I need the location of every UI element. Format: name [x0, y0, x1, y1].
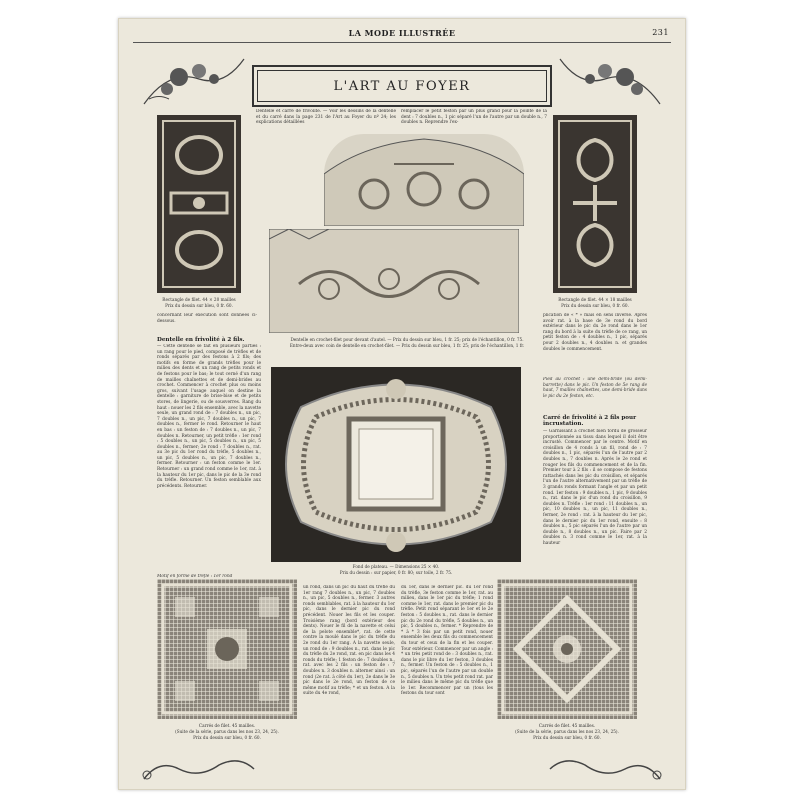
magazine-title: LA MODE ILLUSTRÉE	[348, 28, 456, 38]
caption-square-left-price: Prix du dessin sur bleu, 0 fr. 60.	[193, 735, 261, 740]
caption-center-2: Entre-deux avec coin de dentelle en crochet-filet. — Prix du dessin sur bleu, 1 fr. 25; prix de l'échantillon, 1 fr.	[289, 343, 525, 348]
section-title-box	[252, 65, 552, 107]
altar-lace-image	[324, 134, 524, 226]
bottom-ornament-left	[139, 755, 259, 783]
caption-tray-2: Prix du dessin : sur papier, 0 fr. 80; sur toile, 2 fr. 75.	[339, 570, 453, 575]
caption-square-left: Carrés de filet. 45 mailles.	[198, 723, 256, 728]
caption-square-left-series: (Suite de la série, parus dans les nos 23, 24, 25).	[175, 729, 279, 734]
caption-tray-1: Fond de plateau. — Dimensions 25 × 40.	[352, 564, 440, 569]
header-rule	[133, 42, 671, 43]
filet-square-left-image	[157, 579, 297, 719]
right-crochet-text: Pied au crochet : une demi-bride (ou demi-barrette) dans le pic. Un feston de 5e rang de haut, 7 mailles chaînettes, une demi-bride dans le pic du 2e feston, etc.	[543, 377, 647, 399]
intro-text-col1: Dentelle et carré de frivolité. — Voir les dessins de la dentelle et du carré dans la page 231 de l'Art au Foyer du nº 24; les explications détaillées	[256, 109, 396, 126]
filet-square-right-image	[497, 579, 637, 719]
right-top-text: plication de « * » mais en sens inverse. Après avoir rat. à la base de 3e rond du bord extérieur dans le pic du 2e rond dans le 1er rang du bord à la suite du trèfle de ce rang, un petit feston de : 4 doubles n., 1 pic, séparés pour 2 doubles n., 4 doubles n. et grandes doubles le commencement.	[543, 313, 647, 352]
left-after-text: concernant leur exécution sont données ci-dessous.	[157, 313, 257, 324]
motif-trefle-text: Motif en forme de trèfle : 1er rond	[157, 574, 233, 579]
intro-text-col2: remplacer le petit feston par un plus grand pour la pointe de la dent : 7 doubles n., 1 pic séparé l'un de l'autre par un double n., 7 doubles n. Reprendre l'ex-	[401, 109, 547, 126]
caption-square-right-price: Prix du dessin sur bleu, 0 fr. 60.	[533, 735, 601, 740]
section-title: L'ART AU FOYER	[333, 78, 471, 94]
caption-square-right-series: (Suite de la série, parus dans les nos 23, 24, 25).	[515, 729, 619, 734]
insertion-lace-image	[269, 229, 519, 333]
caption-rect-left: Rectangle de filet. 44 × 20 mailles	[162, 297, 236, 302]
heading-carre-frivolite: Carré de frivolité à 2 fils pour incrustation.	[543, 415, 637, 428]
floral-ornament-left	[139, 49, 249, 107]
magazine-page	[118, 18, 686, 790]
caption-rect-left-price: Prix du dessin sur bleu, 0 fr. 60.	[165, 303, 233, 308]
caption-square-right: Carrés de filet. 45 mailles.	[538, 723, 596, 728]
bottom-text-col2: du 1er, dans le dernier pic. du 1er rond du trèfle, 3e feston comme le 1er, rat. au milieu, dans le 1er pic du trèfle; 1 rond comme le 1er, rat. dans le premier pic du trèfle. Petit rond séparant le 1er et le 2e feston : 5 doubles n., rat. dans le dernier pic du 2e rond du trèfle, 5 doubles n., un pic, 5 doubles n., fermer. * Reprendre de * à * 3 fois par un petit rond, nouer ensemble les deux fils du commencement du tour et ceux de la fin et les couper. Tour extérieur. Commencer par un angle : * un très petit rond de : 3 doubles n., rat. dans le pic libre du 1er feston, 3 doubles n., fermer. Un feston de : 5 doubles n., 1 pic, séparés l'un de l'autre par un double n., 5 doubles n. Un très petit rond rat. par le milieu dans le même pic du trèfle que le 1er. Recommencer par un (tous les festons du tour sont	[401, 585, 493, 697]
filet-rectangle-left-image	[157, 115, 241, 293]
bottom-text-col1: un rond, dans un pic du haut du trèfle du 1er rang 7 doubles n., un pic, 7 doubles n., un pic, 5 doubles n., fermer. 3 autres ronds semblables, rat. à la hauteur du 1er pic, dans le dernier pic du rond précédent. Nouer les fils et les couper. Troisième rang (bord extérieur des dents). Nouer le fil de la navette et celui de la pelote ensemble*, rat. de cette contre la moulé dans le pic du trèfle du 2e rond du 1er rang. A la navette seule, un rond de : 9 doubles n., rat. dans le pic du trèfle du 2e rond, rat. en pic dans les 4 ronds du trèfle; 1 feston de : 7 doubles n., rat. avec les 2 fils : un feston de : 7 doubles n. 3 doubles n. alterner ainsi : un rond (2e rat. à côté du 1er), 2e dans le 3e pic dans le 2e rond, un feston de ce même motif au trèfle; * et un feston. A la suite du 4e rond,	[303, 585, 395, 697]
body-dentelle-frivolite: — Cette dentelle se fait en plusieurs parties : un rang pour le pied, composé de trèfles et de ronds séparés par des festons à 2 fils; des motifs en forme de grands trèfles pour le milieu des dents et un rang de petits ronds et de festons pour le bas; le tout cerné d'un rang de mailles chaînettes et de demi-brides au crochet. Commencer à crochet plus ou moins gros, suivant l'usage auquel on destine la dentelle : garniture de brise-bise et de petits stores, de lingerie, ou de sousverres. Rang du haut : nouer les 2 fils ensemble, avec la navette seule, un grand rond de : 7 doubles n., un pic, 7 doubles n., un pic, 7 doubles n., un pic, 7 doubles n., fermer le rond. Retourner le haut en bas : un feston de : 7 doubles n., un pic, 7 doubles n. Retourner, un petit trèfle : 1er rond : 5 doubles n., un pic, 5 doubles n., un pic, 5 doubles n., fermer; 2e rond : 7 doubles n., rat. au 3e pic du 1er rond du trèfle, 5 doubles n., un pic, 5 doubles n., un pic, 7 doubles n., fermer. Retourner : un feston comme le 1er. Retourner : un grand rond comme le 1er, rat. à la hauteur du 1er pic, dans le pic de la 3e rond du trèfle. Retourner. Un feston semblable aux précédents. Retourner.	[157, 344, 261, 489]
body-carre-frivolite: — Garnissant à crochet bien tordu de grosseur proportionnée au tissu dans lequel il doit être incrusté. Commencer par le centre. Motif en croisillon de 4 ronds à un fil, rond de : 7 doubles n., 1 pic, séparés l'un de l'autre par 2 doubles n., 7 doubles n. Après le 2e rond et rouger les fils du commencement et de la fin. Premier tour à 2 fils : il se compose de festons rattachés dans les pic du croisillon, et séparés l'un de l'autre alternativement par un trèfle de 3 grands ronds formant l'angle et par un petit rond. 1er feston : 9 doubles n., 1 pic, 9 doubles n., rat. dans le pic d'un rond du croisillon, 9 doubles n. Trèfle : 1er rond : 11 doubles n., un pic, 10 doubles n., un pic, 11 doubles n., fermer, 2e rond : rat. à la hauteur du 1er pic, dans le dernier pic du 1er rond, ensuite : 8 doubles n., 5 pic séparés l'un de l'autre par un double n., 8 doubles n., un pic. Faire par 2 doubles n. 3 rond comme le 1er, rat. à la hauteur	[543, 429, 647, 546]
caption-rect-right: Rectangle de filet. 44 × 18 mailles	[558, 297, 632, 302]
page-number: 231	[652, 28, 669, 37]
tray-lace-image	[271, 367, 521, 562]
filet-rectangle-right-image	[553, 115, 637, 293]
running-header	[119, 28, 685, 42]
caption-rect-right-price: Prix du dessin sur bleu, 0 fr. 60.	[561, 303, 629, 308]
floral-ornament-right	[555, 49, 665, 107]
heading-dentelle-frivolite: Dentelle en frivolité à 2 fils.	[157, 337, 245, 343]
bottom-ornament-right	[545, 755, 665, 783]
caption-center-1: Dentelle en crochet-filet pour devant d'autel. — Prix du dessin sur bleu, 1 fr. 25; prix de l'échantillon, 0 fr. 75.	[290, 337, 524, 342]
